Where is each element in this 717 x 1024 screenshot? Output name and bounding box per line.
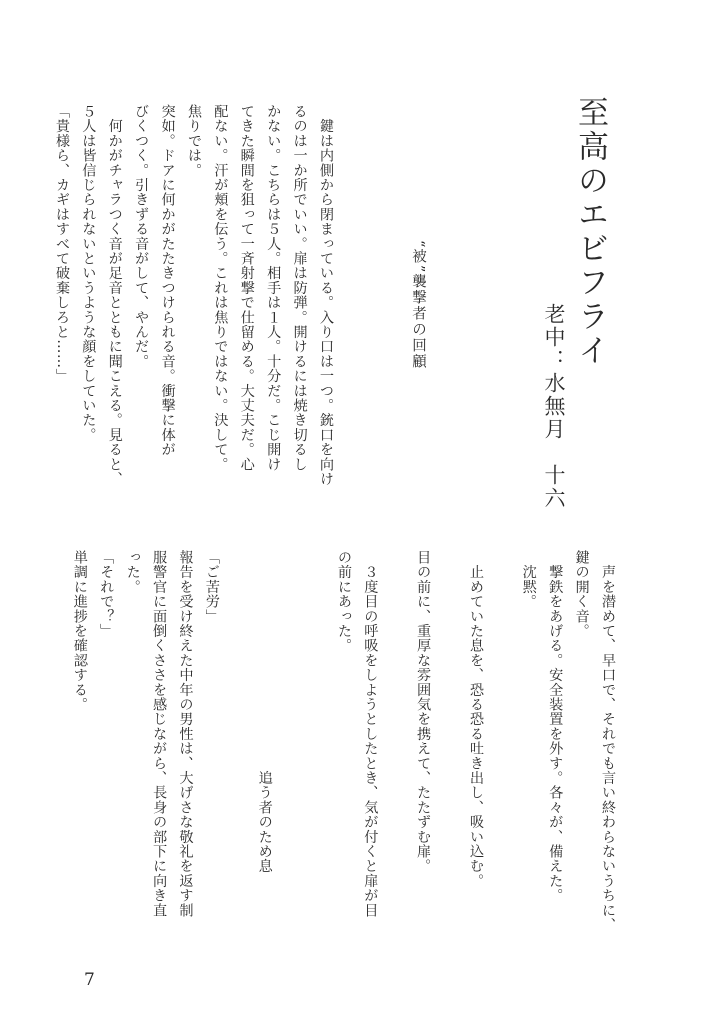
story-title: 至高のエビフライ: [572, 96, 608, 368]
section-subtitle: “被”襲撃者の回顧: [410, 240, 426, 370]
body-text-top: 鍵は内側から閉まっている。入り口は一つ。銃口を向け るのは一か所でいい。扉は防弾。開けるには焼き切るし かない。こちらは５人。相手は１人。十分だ。こじ開け てきた瞬間を狙って一斉射撃で仕留める。大丈夫だ。心 配ない。汗が頬を伝う。これは焦りではない。決して。 焦りでは。 突如。ドアに何かがたたきつけられる音。衝撃に体が びくつく。引きずる音がして、やんだ。 何かがチャラつく音が足音とともに聞こえる。見ると、 ５人は皆信じられないというような顔をしていた。 「貴様ら、カギはすべて破棄しろと……」: [53, 104, 334, 487]
body-text-bottom: 声を潜めて、早口で、それでも言い終わらないうちに、 鍵の開く音。 撃鉄をあげる。安全装置を外す。各々が、備えた。 沈黙。 止めていた息を、恐る恐る吐き出し、吸い込む。 目の前に、重厚な雰囲気を携えて、たたずむ扉。 ３度目の呼吸をしようとしたとき、気が付くと扉が目 の前にあった。 追う者のため息 「ご苦労」 報告を受け終えた中年の男性は、大げさな敬礼を返す制 服警官に面倒くささを感じながら、長身の部下に向き直 った。 「それで？」 単調に進捗を確認する。: [71, 550, 616, 933]
author-name: 老中：水無月 十六: [542, 303, 566, 510]
page-number: 7: [84, 970, 95, 990]
